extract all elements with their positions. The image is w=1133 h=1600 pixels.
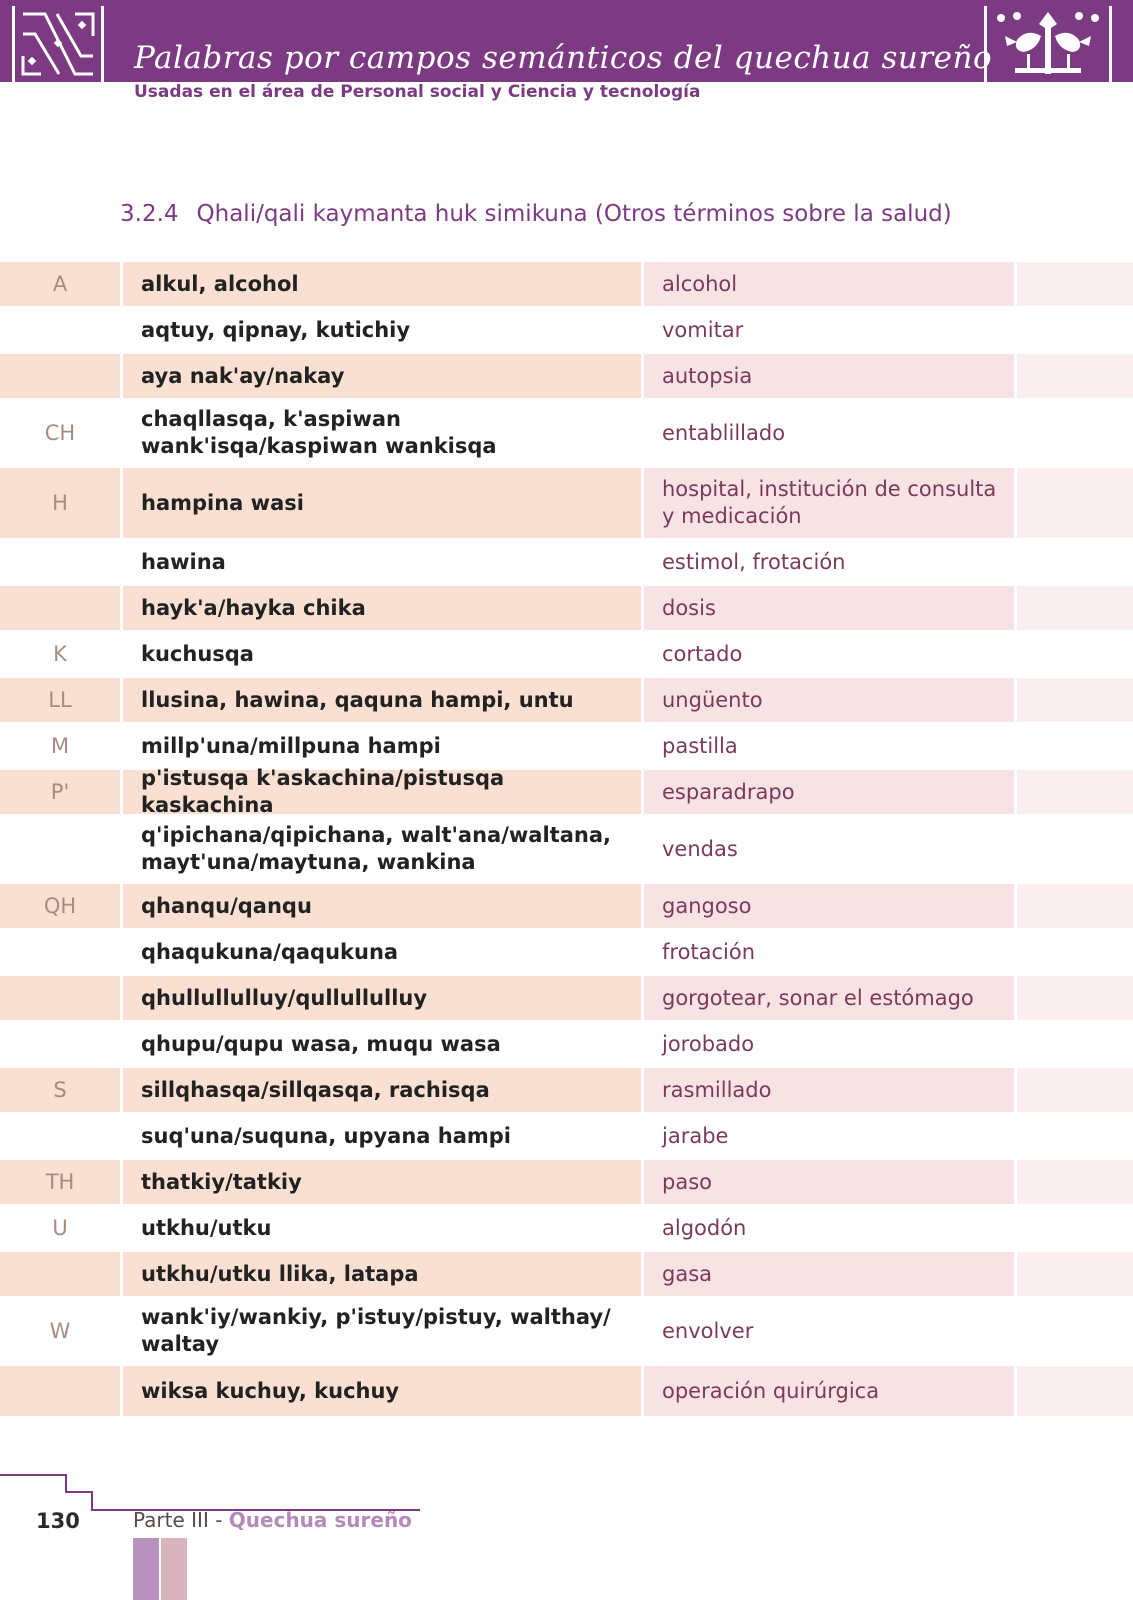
spanish-term: gorgotear, sonar el estómago <box>644 976 1014 1020</box>
letter-cell <box>0 354 120 398</box>
row-tail <box>1017 1068 1133 1112</box>
table-row <box>0 262 1133 306</box>
row-tail <box>1017 262 1133 306</box>
spanish-term: paso <box>644 1160 1014 1204</box>
footer-part-label <box>133 1508 412 1532</box>
table-row <box>0 400 1133 466</box>
footer-part-name: Quechua sureño <box>228 1508 412 1532</box>
spanish-term: entablillado <box>662 420 786 445</box>
quechua-term: aqtuy, qipnay, kutichiy <box>141 317 411 342</box>
table-row <box>0 1252 1133 1296</box>
letter-cell <box>0 1252 120 1296</box>
quechua-term: qhanqu/qanqu <box>123 884 641 928</box>
spanish-term: frotación <box>662 939 756 964</box>
quechua-term: q'ipichana/qipichana, walt'ana/waltana, mayt'una/maytuna, wankina <box>141 823 611 874</box>
table-row <box>0 1366 1133 1416</box>
quechua-term: hampina wasi <box>123 468 641 538</box>
table-row <box>0 766 1133 817</box>
letter-cell <box>0 308 120 352</box>
spanish-term: vomitar <box>662 317 744 342</box>
row-tail <box>1017 1022 1133 1066</box>
spanish-term: dosis <box>644 586 1014 630</box>
letter-cell: U <box>52 1216 68 1240</box>
row-tail <box>1017 1252 1133 1296</box>
quechua-term: wank'iy/wankiy, p'istuy/pistuy, walthay/ waltay <box>141 1305 611 1356</box>
quechua-term: suq'una/suquna, upyana hampi <box>141 1123 512 1148</box>
andean-pattern-icon <box>12 6 104 82</box>
row-tail <box>1017 1366 1133 1416</box>
spanish-term: hospital, institución de consulta y medicación <box>644 468 1014 538</box>
header-title: Palabras por campos semánticos del quechua sureño <box>134 40 993 76</box>
table-row <box>0 1206 1133 1250</box>
row-tail <box>1017 816 1133 882</box>
quechua-term: wiksa kuchuy, kuchuy <box>123 1366 641 1416</box>
table-row <box>0 632 1133 676</box>
spanish-term: gangoso <box>644 884 1014 928</box>
letter-cell: A <box>0 262 120 306</box>
birds-tree-icon <box>984 6 1112 82</box>
spanish-term: cortado <box>662 641 743 666</box>
letter-cell: QH <box>0 884 120 928</box>
table-row <box>0 540 1133 584</box>
section-number: 3.2.4 <box>120 201 179 227</box>
spanish-term: vendas <box>662 836 738 861</box>
header-subtitle: Usadas en el área de Personal social y Ciencia y tecnología <box>134 82 701 102</box>
row-tail <box>1017 308 1133 352</box>
row-tail <box>1017 930 1133 974</box>
letter-cell <box>0 976 120 1020</box>
row-tail <box>1017 632 1133 676</box>
row-tail <box>1017 354 1133 398</box>
table-row <box>0 1068 1133 1112</box>
letter-cell: M <box>50 734 70 758</box>
row-tail <box>1017 884 1133 928</box>
table-row <box>0 308 1133 352</box>
table-row <box>0 1022 1133 1066</box>
letter-cell: K <box>53 642 67 666</box>
spanish-term: ungüento <box>644 678 1014 722</box>
quechua-term: millp'una/millpuna hampi <box>141 733 441 758</box>
page-number: 130 <box>36 1509 80 1533</box>
table-row <box>0 1298 1133 1364</box>
row-tail <box>1017 724 1133 768</box>
table-row <box>0 976 1133 1020</box>
letter-cell <box>0 586 120 630</box>
letter-cell <box>0 1022 120 1066</box>
quechua-term: alkul, alcohol <box>123 262 641 306</box>
row-tail <box>1017 678 1133 722</box>
quechua-term: utkhu/utku llika, latapa <box>123 1252 641 1296</box>
quechua-term: qhupu/qupu wasa, muqu wasa <box>141 1031 501 1056</box>
row-tail <box>1017 400 1133 466</box>
quechua-term: hawina <box>141 549 226 574</box>
spanish-term: rasmillado <box>644 1068 1014 1112</box>
letter-cell <box>0 816 120 882</box>
row-tail <box>1017 1206 1133 1250</box>
page-header <box>0 0 1133 82</box>
table-row <box>0 816 1133 882</box>
quechua-term: kuchusqa <box>141 641 254 666</box>
letter-cell: P' <box>0 770 120 814</box>
spanish-term: jorobado <box>662 1031 755 1056</box>
spanish-term: envolver <box>662 1318 754 1343</box>
letter-cell: S <box>0 1068 120 1112</box>
table-row <box>0 1114 1133 1158</box>
spanish-term: estimol, frotación <box>662 549 846 574</box>
quechua-term: qhullullulluy/qullullulluy <box>123 976 641 1020</box>
letter-cell: H <box>0 468 120 538</box>
table-row <box>0 724 1133 768</box>
spanish-term: algodón <box>662 1215 747 1240</box>
footer-part-prefix: Parte III - <box>133 1508 229 1532</box>
quechua-term: aya nak'ay/nakay <box>123 354 641 398</box>
table-row <box>0 586 1133 630</box>
table-row <box>0 1160 1133 1204</box>
section-heading <box>120 201 952 227</box>
header-left-emblem <box>0 0 118 82</box>
quechua-term: chaqllasqa, k'aspiwan wank'isqa/kaspiwan wankisqa <box>141 407 497 458</box>
quechua-term: p'istusqa k'askachina/pistusqa kaskachina <box>123 770 641 814</box>
row-tail <box>1017 586 1133 630</box>
section-title: Qhali/qali kaymanta huk simikuna (Otros términos sobre la salud) <box>196 201 952 227</box>
spanish-term: esparadrapo <box>644 770 1014 814</box>
footer-color-block <box>133 1538 159 1600</box>
spanish-term: pastilla <box>662 733 738 758</box>
letter-cell <box>0 1366 120 1416</box>
letter-cell <box>0 930 120 974</box>
row-tail <box>1017 976 1133 1020</box>
letter-cell: W <box>49 1319 71 1343</box>
quechua-term: hayk'a/hayka chika <box>123 586 641 630</box>
row-tail <box>1017 1160 1133 1204</box>
letter-cell: CH <box>44 421 76 445</box>
quechua-term: llusina, hawina, qaquna hampi, untu <box>123 678 641 722</box>
quechua-term: thatkiy/tatkiy <box>123 1160 641 1204</box>
row-tail <box>1017 1114 1133 1158</box>
letter-cell <box>0 1114 120 1158</box>
letter-cell: LL <box>0 678 120 722</box>
quechua-term: sillqhasqa/sillqasqa, rachisqa <box>123 1068 641 1112</box>
letter-cell <box>0 540 120 584</box>
table-row <box>0 884 1133 928</box>
spanish-term: jarabe <box>662 1123 729 1148</box>
footer-decoration <box>0 1470 420 1600</box>
header-right-emblem <box>974 0 1133 82</box>
spanish-term: autopsia <box>644 354 1014 398</box>
spanish-term: alcohol <box>644 262 1014 306</box>
quechua-term: qhaqukuna/qaqukuna <box>141 939 399 964</box>
row-tail <box>1017 1298 1133 1364</box>
spanish-term: gasa <box>644 1252 1014 1296</box>
spanish-term: operación quirúrgica <box>644 1366 1014 1416</box>
table-row <box>0 468 1133 538</box>
letter-cell: TH <box>0 1160 120 1204</box>
row-tail <box>1017 468 1133 538</box>
row-tail <box>1017 770 1133 814</box>
footer-color-block <box>161 1538 187 1600</box>
quechua-term: utkhu/utku <box>141 1215 272 1240</box>
row-tail <box>1017 540 1133 584</box>
vocabulary-table <box>0 262 1133 1418</box>
table-row <box>0 678 1133 722</box>
table-row <box>0 930 1133 974</box>
table-row <box>0 354 1133 398</box>
